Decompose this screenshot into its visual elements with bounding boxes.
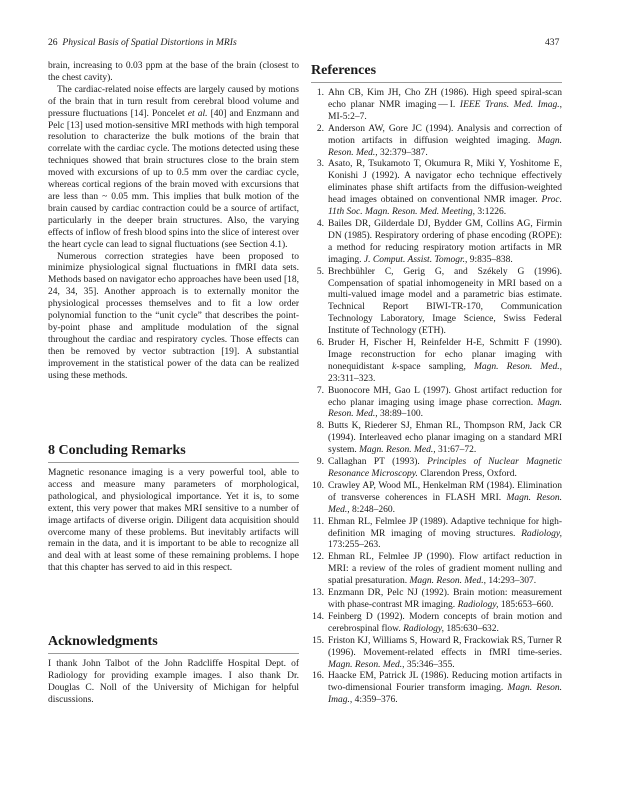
text-run: Crawley AP, Wood ML, Henkelman RM (1984). Elimination of transverse coherences in FLASH MRI. — [328, 480, 562, 503]
reference-item — [311, 386, 562, 422]
italic-text: Magn. Reson. Med. — [474, 361, 560, 372]
reference-item — [311, 421, 562, 457]
text-run: Feinberg D (1992). Modern concepts of brain motion and cerebrospinal flow. — [328, 611, 562, 634]
references-section — [311, 63, 562, 707]
text-run: , 23:311–323. — [328, 361, 562, 384]
section-concluding-remarks — [48, 443, 299, 575]
reference-item — [311, 671, 562, 707]
reference-item — [311, 267, 562, 338]
page-number: 437 — [545, 37, 560, 48]
italic-text: Radiology, — [457, 599, 499, 610]
italic-text: Radiology, — [521, 528, 562, 539]
italic-text: J. Comput. Assist. Tomogr. — [363, 254, 465, 265]
reference-number: 16. — [312, 671, 324, 682]
reference-item — [311, 219, 562, 267]
text-run: Friston KJ, Williams S, Howard R, Frackowiak RS, Turner R (1996). Movement-related effects in fMRI time-series. — [328, 635, 562, 658]
reference-number: 8. — [316, 421, 324, 432]
text-run: Enzmann DR, Pelc NJ (1992). Brain motion: measurement with phase-contrast MR imaging. — [328, 588, 562, 610]
text-run: The cardiac-related noise effects are largely caused by motions of the brain that in turn result from cerebral blood volume and pressure fluctuations [14]. Poncelet — [48, 84, 299, 119]
text-run: -space sampling, — [396, 361, 474, 372]
reference-number: 1. — [316, 88, 324, 98]
reference-item — [311, 552, 562, 588]
reference-item — [311, 612, 562, 636]
italic-text: Proc. 11th Soc. Magn. Reson. Med. Meeting — [328, 195, 562, 218]
text-run: , 31:67–72. — [433, 445, 477, 456]
reference-item — [311, 124, 562, 160]
reference-number: 3. — [316, 159, 324, 170]
text-run: Magnetic resonance imaging is a very powerful tool, able to access and measure many parameters of morphological, pathological, and physiological importance. Yet it is, to some extent, this very power that makes MRI sensitive to a number of image artifacts of diverse origin. Diligent data acquisition should overcome many of these problems. But inevitably artifacts will remain in the data, and it is important to be able to recognize all and deal with at least some of these remaining problems. I hope that this chapter has served to aid in this respect. — [48, 468, 299, 574]
italic-text: Radiology, — [403, 623, 444, 634]
reference-number: 13. — [312, 588, 324, 599]
reference-number: 5. — [316, 266, 324, 277]
paragraph — [48, 85, 299, 252]
reference-number: 11. — [312, 516, 324, 527]
text-run: , 32:379–387. — [375, 147, 428, 158]
reference-item — [311, 588, 562, 612]
reference-number: 15. — [312, 635, 324, 646]
running-header — [48, 37, 237, 48]
italic-text: et al. — [187, 108, 208, 119]
text-run: [40] and Enzmann and Pelc [13] used motion-sensitive MRI methods with high temporal resolution to characterize the bulk motions of the brain that correlate with the cardiac cycle. The motions detected using these techniques showed that brain structures close to the brain stem moved with excursions of up to 0.5 mm over the cardiac cycle, whereas cortical regions of the brain moved with excursions that are less than ~ 0.05 mm. This implies that bulk motion of the brain caused by cardiac contraction could be a source of artifact, particularly in the deeper brain structures. Also, the varying effects of inflow of fresh blood spins into the slice of interest over the heart cycle can lead to signal fluctuations (see Section 4.1). — [48, 108, 299, 250]
reference-number: 6. — [316, 338, 324, 349]
section-heading: Acknowledgments — [48, 634, 299, 654]
reference-number: 14. — [312, 611, 324, 622]
italic-text: Magn. Reson. Med. — [409, 576, 484, 587]
text-run: I thank John Talbot of the John Radcliffe Hospital Dept. of Radiology for providing example images. I also thank Dr. Douglas C. Noll of the University of Michigan for helpful discussions. — [48, 659, 299, 705]
reference-number: 12. — [312, 552, 324, 563]
reference-item — [311, 517, 562, 553]
text-run: 173:255–263. — [328, 540, 381, 551]
reference-item — [311, 338, 562, 386]
text-run: , 8:248–260. — [347, 504, 396, 515]
section-heading: References — [311, 63, 562, 83]
text-run: Haacke EM, Patrick JL (1986). Reducing motion artifacts in two-dimensional Fourier transform imaging. — [328, 671, 562, 694]
reference-item — [311, 457, 562, 481]
text-run: Numerous correction strategies have been proposed to minimize physiological signal fluctuations in fMRI data sets. Methods based on navigator echo approaches have been used [18, 24, 34, 35]. Another approach is to externally monitor the physiological processes themselves and to fit a low order polynomial function to the “unit cycle” that describes the point-by-point phase and amplitude modulation of the signal throughout the cardiac and respiratory cycles. Those effects can then be removed by vector subtraction [19]. A substantial improvement in the statistical power of the data can be realized using these methods. — [48, 251, 299, 381]
italic-text: Magn. Reson. Med. — [328, 135, 562, 158]
section-paragraphs — [48, 468, 299, 575]
paragraph — [48, 252, 299, 383]
text-run: Ehman RL, Felmlee JP (1990). Flow artifact reduction in MRI: a review of the roles of gradient moment nulling and spatial presaturation. — [328, 552, 562, 587]
reference-number: 7. — [316, 385, 324, 396]
text-run: 185:630–632. — [444, 623, 499, 634]
text-run: Asato, R, Tsukamoto T, Okumura R, Miki Y, Yoshitome E, Konishi J (1992). A navigator echo technique effectively eliminates phase shift artifacts from the diffusion-weighted head images obtained on conventional NMR imager. — [328, 159, 562, 206]
text-run: 185:653–660. — [498, 599, 554, 610]
italic-text: Magn. Reson. Med. — [328, 659, 403, 670]
text-run: Brechbühler C, Gerig G, and Székely G (1996). Compensation of spatial inhomogeneity in MRI based on a multi-valued image model and a parametric bias estimate. Technical Report BIWI-TR-170, Communication Technology Laboratory, Image Science, Swiss Federal Institute of Technology (ETH). — [328, 266, 562, 337]
reference-number: 4. — [316, 218, 324, 229]
reference-item — [311, 159, 562, 219]
italic-text: IEEE Trans. Med. Imag. — [459, 99, 560, 110]
text-run: brain, increasing to 0.03 ppm at the base of the brain (closest to the chest cavity). — [48, 61, 299, 83]
paragraph — [48, 468, 299, 575]
reference-item — [311, 481, 562, 517]
text-run: Ehman RL, Felmlee JP (1989). Adaptive technique for high-definition MR imaging of moving structures. — [328, 516, 562, 539]
reference-number: 2. — [316, 123, 324, 134]
italic-text: Principles of Nuclear Magnetic Resonance Microscopy. — [328, 457, 562, 479]
text-run: Ahn CB, Kim JH, Cho ZH (1986). High speed spiral-scan echo planar NMR imaging — I. — [328, 88, 562, 110]
text-run: Callaghan PT (1993). — [328, 457, 428, 468]
italic-text: Magn. Reson. Imag. — [328, 683, 562, 706]
reference-item — [311, 636, 562, 672]
italic-text: Magn. Reson. Med. — [359, 445, 434, 456]
text-run: Bruder H, Fischer H, Reinfelder H-E, Schmitt F (1990). Image reconstruction for echo planar imaging with nonequidistant — [328, 338, 562, 372]
text-run: , MI-5:2–7. — [328, 99, 562, 122]
section-paragraphs — [48, 659, 299, 707]
body-text-column — [48, 61, 299, 382]
paragraph — [48, 659, 299, 707]
text-run: , 35:346–355. — [402, 659, 455, 670]
chapter-title: Physical Basis of Spatial Distortions in MRIs — [62, 37, 237, 48]
italic-text: k — [392, 361, 397, 372]
reference-number: 10. — [312, 480, 324, 491]
italic-text: Magn. Reson. Med. — [328, 397, 562, 420]
chapter-number: 26 — [48, 37, 58, 48]
reference-list — [311, 88, 562, 707]
reference-number: 9. — [316, 457, 324, 468]
text-run: , 14:293–307. — [483, 576, 537, 587]
paragraph — [48, 61, 299, 85]
section-acknowledgments — [48, 634, 299, 707]
text-run: Buonocore MH, Gao L (1997). Ghost artifact reduction for echo planar imaging using image phase correction. — [328, 385, 562, 408]
text-run: Clarendon Press, Oxford. — [417, 469, 517, 479]
text-run: , 4:359–376. — [349, 695, 398, 706]
section-heading: 8 Concluding Remarks — [48, 443, 299, 463]
text-run: Bailes DR, Gilderdale DJ, Bydder GM, Collins AG, Firmin DN (1985). Respiratory ordering of phase encoding (ROPE): a method for reducing respiratory motion artifacts in MR imaging. — [328, 218, 562, 265]
reference-item — [311, 88, 562, 124]
italic-text: Magn. Reson. Med. — [328, 492, 562, 515]
text-run: Butts K, Riederer SJ, Ehman RL, Thompson RM, Jack CR (1994). Interleaved echo planar imaging on a standard MRI system. — [328, 421, 562, 456]
text-run: , 9:835–838. — [465, 254, 513, 265]
text-run: Anderson AW, Gore JC (1994). Analysis and correction of motion artifacts in diffusion weighted imaging. — [328, 123, 562, 146]
text-run: , 3:1226. — [472, 207, 507, 218]
body-paragraphs — [48, 61, 299, 382]
text-run: , 38:89–100. — [375, 409, 423, 420]
